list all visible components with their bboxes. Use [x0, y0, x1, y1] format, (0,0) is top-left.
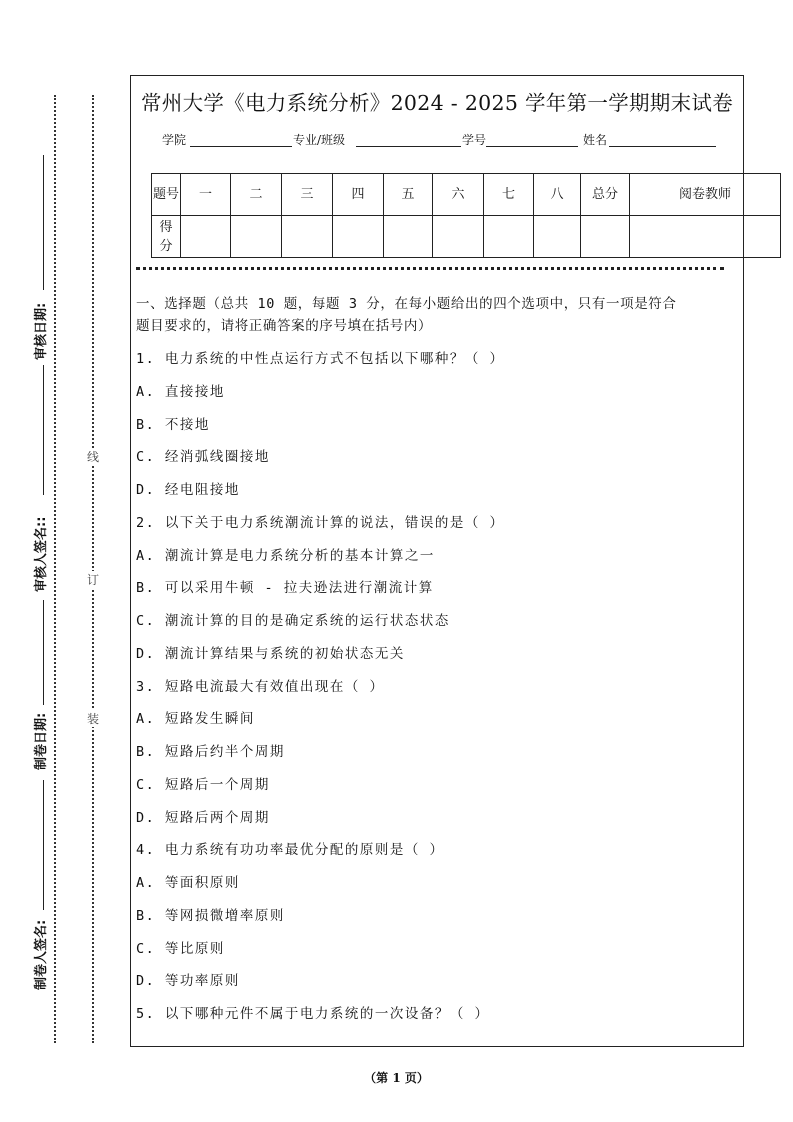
- score-row-label: 得分: [152, 216, 181, 258]
- answer-option[interactable]: A. 短路发生瞬间: [136, 711, 255, 728]
- score-cell[interactable]: [231, 216, 282, 258]
- reviewer-sign-label: 审核人签名::: [34, 516, 49, 592]
- question-stem: 3. 短路电流最大有效值出现在（ ）: [136, 678, 385, 695]
- header-cell: 二: [231, 174, 282, 216]
- dotted-separator: [136, 267, 724, 270]
- make-date-line: [43, 600, 44, 705]
- binding-mark-ding: 订: [87, 573, 100, 587]
- header-cell: 总分: [581, 174, 630, 216]
- answer-option[interactable]: C. 短路后一个周期: [136, 776, 270, 793]
- reviewer-sign-line: [43, 365, 44, 495]
- header-cell: 题号: [152, 174, 181, 216]
- college-label: 学院: [162, 133, 187, 147]
- college-field[interactable]: [190, 146, 292, 147]
- header-cell: 四: [333, 174, 384, 216]
- exam-title: 常州大学《电力系统分析》2024 - 2025 学年第一学期期末试卷: [140, 91, 734, 115]
- binding-mark-zhuang: 装: [87, 712, 100, 726]
- score-cell[interactable]: [181, 216, 231, 258]
- answer-option[interactable]: B. 可以采用牛顿 - 拉夫逊法进行潮流计算: [136, 580, 434, 597]
- answer-option[interactable]: B. 等网损微增率原则: [136, 907, 285, 924]
- question-stem: 1. 电力系统的中性点运行方式不包括以下哪种？（ ）: [136, 351, 505, 367]
- answer-option[interactable]: A. 潮流计算是电力系统分析的基本计算之一: [136, 547, 435, 564]
- student-id-field[interactable]: [486, 146, 578, 147]
- section-heading: 一、选择题（总共 10 题，每题 3 分，在每小题给出的四个选项中，只有一项是符合: [136, 296, 677, 312]
- section-heading-cont: 题目要求的，请将正确答案的序号填在括号内）: [136, 318, 433, 334]
- score-table: [151, 173, 781, 258]
- header-cell: 阅卷教师: [630, 174, 781, 216]
- name-field[interactable]: [609, 146, 716, 147]
- score-cell[interactable]: [581, 216, 630, 258]
- header-cell: 一: [181, 174, 231, 216]
- maker-sign-label: 制卷人签名:: [34, 919, 49, 990]
- question-stem: 4. 电力系统有功功率最优分配的原则是（ ）: [136, 842, 445, 859]
- answer-option[interactable]: C. 潮流计算的目的是确定系统的运行状态状态: [136, 613, 450, 629]
- major-field[interactable]: [356, 146, 461, 147]
- header-cell: 三: [282, 174, 333, 216]
- score-cell[interactable]: [333, 216, 384, 258]
- name-label: 姓名: [583, 133, 608, 147]
- score-cell[interactable]: [433, 216, 484, 258]
- answer-option[interactable]: B. 不接地: [136, 416, 210, 433]
- score-cell[interactable]: [282, 216, 333, 258]
- score-cell[interactable]: [534, 216, 581, 258]
- binding-dotted-line-inner: [92, 95, 94, 1043]
- answer-option[interactable]: C. 等比原则: [136, 940, 225, 957]
- score-cell[interactable]: [384, 216, 433, 258]
- header-cell: 八: [534, 174, 581, 216]
- binding-mark-line: 线: [87, 450, 100, 464]
- header-cell: 六: [433, 174, 484, 216]
- review-date-label: 审核日期:: [34, 302, 49, 360]
- question-stem: 2. 以下关于电力系统潮流计算的说法，错误的是（ ）: [136, 514, 505, 531]
- page-number: （第 1 页）: [364, 1071, 429, 1085]
- header-cell: 五: [384, 174, 433, 216]
- score-cell[interactable]: [484, 216, 534, 258]
- answer-option[interactable]: C. 经消弧线圈接地: [136, 449, 270, 466]
- score-table-score-row: [152, 216, 781, 258]
- answer-option[interactable]: D. 经电阻接地: [136, 482, 240, 498]
- score-table-header-row: [152, 174, 781, 216]
- answer-option[interactable]: B. 短路后约半个周期: [136, 744, 285, 760]
- major-label: 专业/班级: [293, 133, 346, 147]
- question-stem: 5. 以下哪种元件不属于电力系统的一次设备？（ ）: [136, 1006, 490, 1022]
- maker-sign-line: [43, 780, 44, 910]
- make-date-label: 制卷日期:: [34, 712, 49, 770]
- answer-option[interactable]: D. 短路后两个周期: [136, 809, 270, 826]
- answer-option[interactable]: A. 直接接地: [136, 383, 225, 400]
- answer-option[interactable]: D. 潮流计算结果与系统的初始状态无关: [136, 645, 405, 662]
- binding-dotted-line-outer: [54, 95, 56, 1043]
- score-cell[interactable]: [630, 216, 781, 258]
- answer-option[interactable]: D. 等功率原则: [136, 973, 240, 990]
- review-date-line: [43, 155, 44, 290]
- student-id-label: 学号: [462, 133, 487, 147]
- header-cell: 七: [484, 174, 534, 216]
- answer-option[interactable]: A. 等面积原则: [136, 875, 240, 891]
